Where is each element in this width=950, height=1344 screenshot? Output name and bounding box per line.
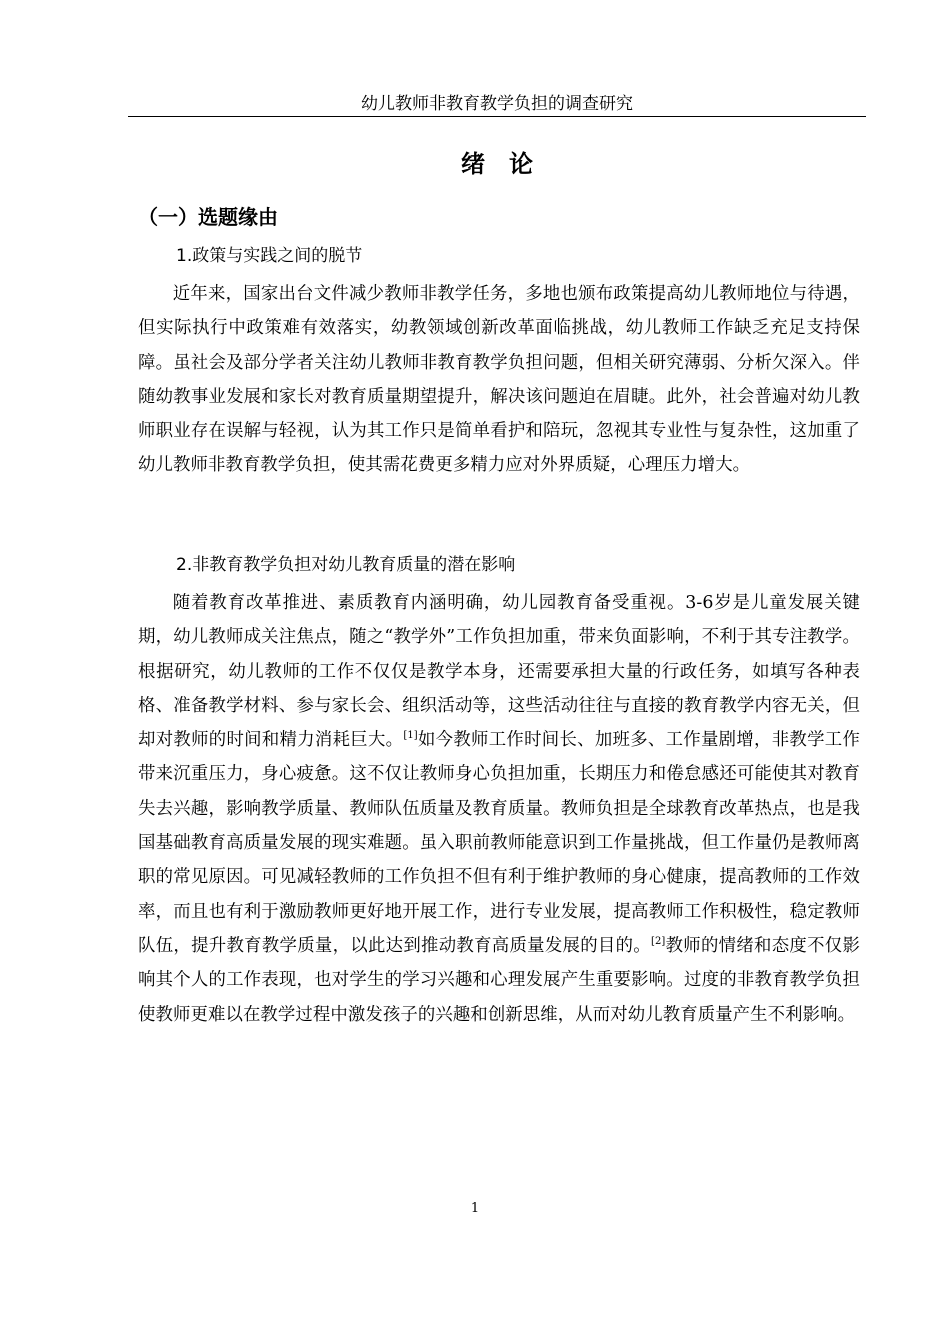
chapter-title: 绪 论 (461, 150, 533, 178)
section-heading: （一）选题缘由 (138, 205, 278, 229)
running-header: 幼儿教师非教育教学负担的调查研究 (361, 94, 633, 114)
paragraph-2-text-c: 教师的情绪和态度不仅影响其个人的工作表现，也对学生的学习兴趣和心理发展产生重要影响。过度的非教育教学负担使教师更难以在教学过程中激发孩子的兴趣和创新思维，从而对幼儿教育质量产生不利影响。 (138, 935, 860, 1025)
page-number: 1 (470, 1201, 480, 1216)
paragraph-2-text-b: 如今教师工作时间长、加班多、工作量剧增，非教学工作带来沉重压力，身心疲惫。这不仅让教师身心负担加重，长期压力和倦怠感还可能使其对教育失去兴趣，影响教学质量、教师队伍质量及教育质量。教师负担是全球教育改革热点，也是我国基础教育高质量发展的现实难题。虽入职前教师能意识到工作量挑战，但工作量仍是教师离职的常见原因。可见减轻教师的工作负担不但有利于维护教师的身心健康，提高教师的工作效率，而且也有利于激励教师更好地开展工作，进行专业发展，提高教师工作积极性，稳定教师队伍，提升教育教学质量，以此达到推动教育高质量发展的目的。 (138, 730, 860, 956)
header-rule (128, 116, 866, 117)
subsection-heading-2: 2.非教育教学负担对幼儿教育质量的潜在影响 (176, 555, 516, 575)
citation-1[interactable]: [1] (403, 730, 418, 742)
citation-2[interactable]: [2] (650, 935, 666, 947)
paragraph-2 (138, 586, 860, 1032)
subsection-heading-1: 1.政策与实践之间的脱节 (176, 246, 363, 266)
paragraph-2-text-a: 随着教育改革推进、素质教育内涵明确，幼儿园教育备受重视。3-6岁是儿童发展关键期，幼儿教师成关注焦点，随之“教学外”工作负担加重，带来负面影响，不利于其专注教学。根据研究，幼儿教师的工作不仅仅是教学本身，还需要承担大量的行政任务，如填写各种表格、准备教学材料、参与家长会、组织活动等，这些活动往往与直接的教育教学内容无关，但却对教师的时间和精力消耗巨大。 (138, 593, 860, 751)
paragraph-1: 近年来，国家出台文件减少教师非教学任务，多地也颁布政策提高幼儿教师地位与待遇，但实际执行中政策难有效落实，幼教领域创新改革面临挑战，幼儿教师工作缺乏充足支持保障。虽社会及部分学者关注幼儿教师非教育教学负担问题，但相关研究薄弱、分析欠深入。伴随幼教事业发展和家长对教育质量期望提升，解决该问题迫在眉睫。此外，社会普遍对幼儿教师职业存在误解与轻视，认为其工作只是简单看护和陪玩，忽视其专业性与复杂性，这加重了幼儿教师非教育教学负担，使其需花费更多精力应对外界质疑，心理压力增大。 (138, 284, 860, 476)
